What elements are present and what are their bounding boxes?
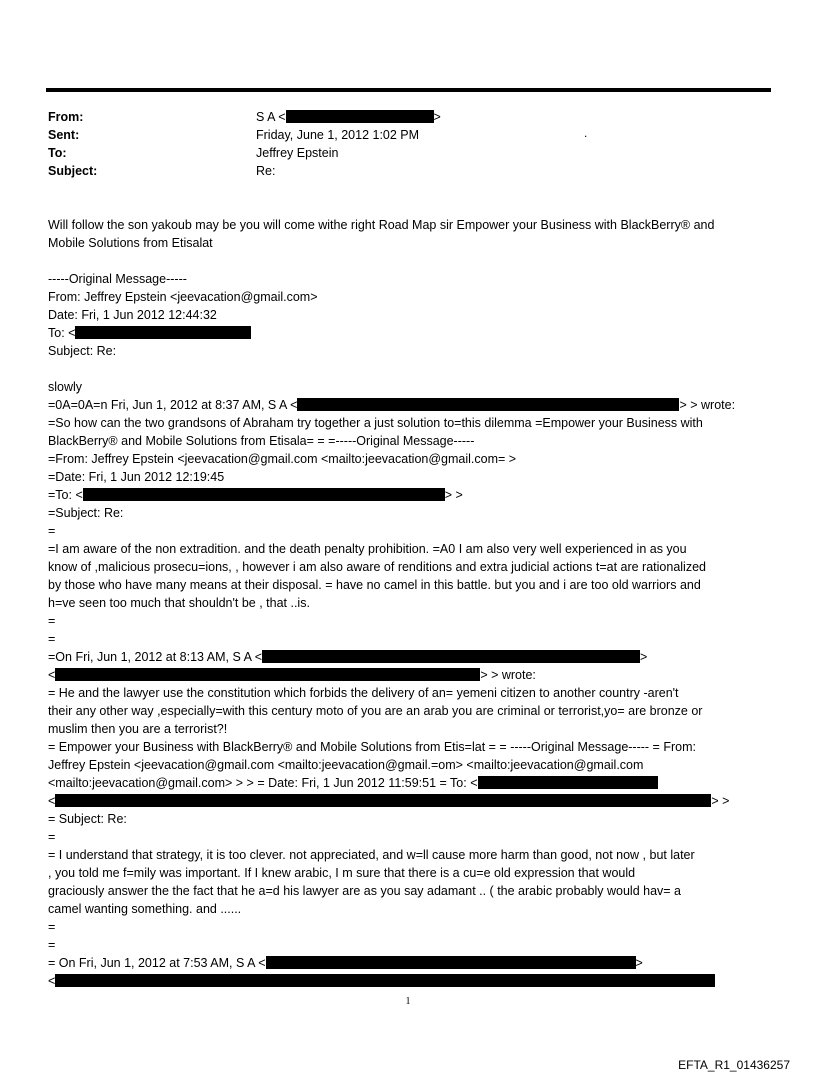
body-line: their any other way ,especially=with this century moto of you are an arab you are criminal or terrorist,yo= are bronze or	[48, 704, 703, 718]
body-line	[48, 486, 773, 504]
body-line	[48, 792, 773, 810]
sent-label: Sent:	[48, 128, 80, 142]
body-line: =	[48, 632, 56, 646]
body-line: = He and the lawyer use the constitution which forbids the delivery of an= yemeni citizen to another country -aren't	[48, 686, 679, 700]
subject-value: Re:	[256, 164, 276, 178]
body-line: = Empower your Business with BlackBerry® and Mobile Solutions from Etis=lat = = -----Original Message----- = From:	[48, 740, 696, 754]
line-part: >	[635, 956, 643, 970]
body-line: muslim then you are a terrorist?!	[48, 722, 228, 736]
to-label: To:	[48, 146, 67, 160]
redaction-block	[262, 650, 640, 663]
body-line: =So how can the two grandsons of Abraham try together a just solution to=this dilemma =Empower your Business with	[48, 416, 703, 430]
bates-stamp: EFTA_R1_01436257	[678, 1058, 790, 1072]
from-tail: >	[433, 110, 441, 124]
body-line: h=ve seen too much that shouldn't be , that ..is.	[48, 596, 310, 610]
redaction-block	[297, 398, 679, 411]
body-line: , you told me f=mily was important. If I knew arabic, I m sure that there is a cu=e old expression that would	[48, 866, 636, 880]
body-line: Jeffrey Epstein <jeevacation@gmail.com <mailto:jeevacation@gmail.=om> <mailto:jeevacation@gmail.com	[48, 758, 644, 772]
body-line: =Subject: Re:	[48, 506, 124, 520]
body-line: =I am aware of the non extradition. and the death penalty prohibition. =A0 I am also very well experienced in as you	[48, 542, 687, 556]
redaction-block	[55, 794, 711, 807]
body-line	[48, 396, 773, 414]
line-part: > > wrote:	[480, 668, 536, 682]
body-line: know of ,malicious prosecu=ions, , however i am also aware of renditions and extra judicial actions t=at are rationalized	[48, 560, 706, 574]
redaction-block	[55, 974, 715, 987]
body-line: graciously answer the the fact that he a=d his lawyer are as you say adamant .. ( the arabic probably would hav= a	[48, 884, 681, 898]
body-line: by those who have many means at their disposal. = have no camel in this battle. but you and i are too old warriors and	[48, 578, 701, 592]
stray-dot: .	[584, 126, 588, 140]
line-part: <mailto:jeevacation@gmail.com> > > = Date: Fri, 1 Jun 2012 11:59:51 = To: <	[48, 776, 478, 790]
body-line: =From: Jeffrey Epstein <jeevacation@gmail.com <mailto:jeevacation@gmail.com= >	[48, 452, 517, 466]
body-line: From: Jeffrey Epstein <jeevacation@gmail.com>	[48, 290, 318, 304]
redaction-block	[83, 488, 445, 501]
header-rule	[46, 88, 771, 92]
line-part: To: <	[48, 326, 76, 340]
line-part: =On Fri, Jun 1, 2012 at 8:13 AM, S A <	[48, 650, 263, 664]
body-line: =	[48, 614, 56, 628]
email-body	[48, 216, 773, 990]
body-line: =	[48, 938, 56, 952]
body-line: -----Original Message-----	[48, 272, 187, 286]
redaction-block	[266, 956, 636, 969]
body-line: =Date: Fri, 1 Jun 2012 12:19:45	[48, 470, 225, 484]
from-name: S A <	[256, 110, 286, 124]
line-part: > >	[711, 794, 730, 808]
sent-value: Friday, June 1, 2012 1:02 PM	[256, 128, 420, 142]
body-line	[48, 666, 773, 684]
body-line: BlackBerry® and Mobile Solutions from Etisala= = =-----Original Message-----	[48, 434, 475, 448]
body-line: Subject: Re:	[48, 344, 117, 358]
from-label: From:	[48, 110, 84, 124]
body-line: Will follow the son yakoub may be you will come withe right Road Map sir Empower your Business with BlackBerry® and	[48, 218, 715, 232]
body-line: Mobile Solutions from Etisalat	[48, 236, 213, 250]
body-line: slowly	[48, 380, 83, 394]
subject-label: Subject:	[48, 164, 98, 178]
body-line: =	[48, 524, 56, 538]
body-line: Date: Fri, 1 Jun 2012 12:44:32	[48, 308, 217, 322]
body-line	[48, 648, 773, 666]
body-line: =	[48, 920, 56, 934]
body-line: = Subject: Re:	[48, 812, 127, 826]
line-part: > > wrote:	[679, 398, 736, 412]
body-line: =	[48, 830, 56, 844]
from-value	[256, 108, 441, 126]
body-line	[48, 954, 773, 972]
line-part: = On Fri, Jun 1, 2012 at 7:53 AM, S A <	[48, 956, 266, 970]
body-line: = I understand that strategy, it is too clever. not appreciated, and w=ll cause more harm than good, not now , but later	[48, 848, 695, 862]
line-part: <	[48, 974, 56, 988]
line-part: <	[48, 794, 56, 808]
line-part: >	[640, 650, 648, 664]
line-part: =0A=0A=n Fri, Jun 1, 2012 at 8:37 AM, S A <	[48, 398, 298, 412]
redaction-block	[55, 668, 480, 681]
line-part: <	[48, 668, 56, 682]
page-number: 1	[405, 996, 411, 1007]
line-part: > >	[444, 488, 463, 502]
redaction-block	[286, 110, 434, 123]
body-line: camel wanting something. and ......	[48, 902, 242, 916]
body-line	[48, 324, 773, 342]
redaction-block	[478, 776, 658, 789]
body-line	[48, 774, 773, 792]
to-value: Jeffrey Epstein	[256, 146, 339, 160]
line-part: =To: <	[48, 488, 83, 502]
redaction-block	[75, 326, 251, 339]
body-line	[48, 972, 773, 990]
